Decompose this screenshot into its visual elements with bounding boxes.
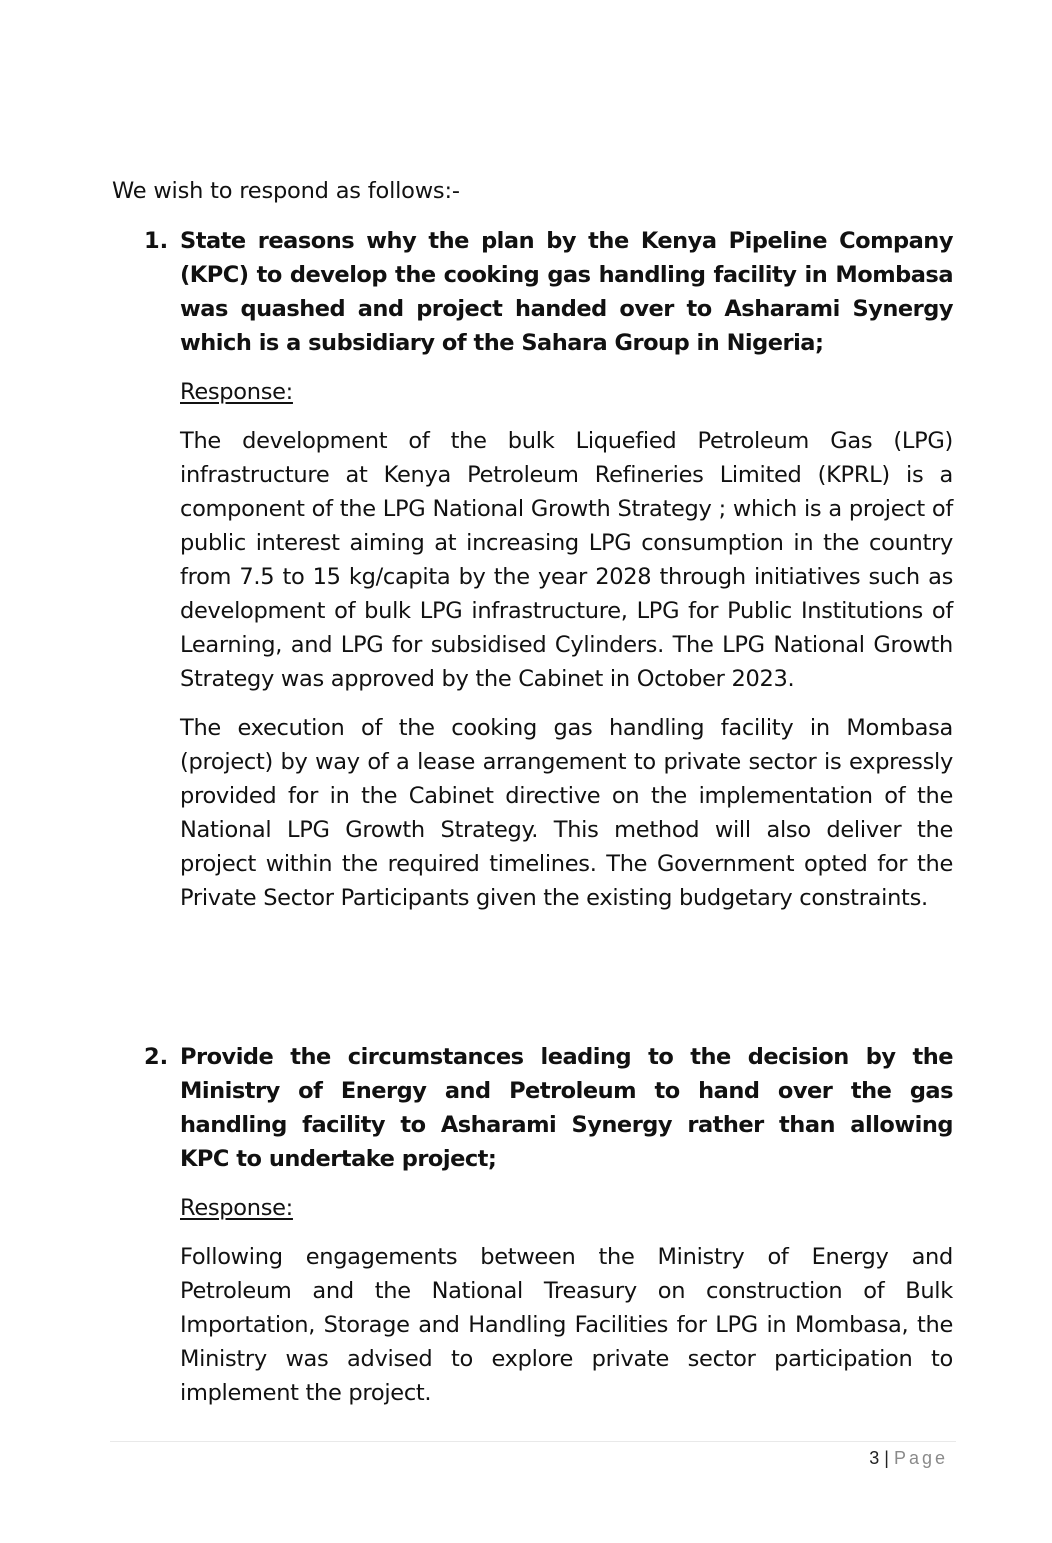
question-text: Provide the circumstances leading to the decision by the Ministry of Energy and Petroleum to hand over the gas handling facility to Asharami Synergy rather than allowing KPC to undertake project; <box>180 1044 953 1172</box>
page-number: 3 <box>869 1448 880 1468</box>
question-item-2 <box>144 1040 953 1410</box>
response-paragraph: The execution of the cooking gas handling facility in Mombasa (project) by way of a lease arrangement to private sector is expressly provided for in the Cabinet directive on the implementation of the National LPG Growth Strategy. This method will also deliver the project within the required timelines. The Government opted for the Private Sector Participants given the existing budgetary constraints. <box>180 715 953 911</box>
item-number: 1. <box>144 228 169 254</box>
footer-divider <box>110 1441 956 1442</box>
footer-separator: | <box>884 1448 889 1468</box>
page-label: Page <box>893 1448 948 1468</box>
intro-text: We wish to respond as follows:- <box>112 178 460 204</box>
response-heading: Response: <box>180 379 293 405</box>
response-paragraph: Following engagements between the Ministry of Energy and Petroleum and the National Treasury on construction of Bulk Importation, Storage and Handling Facilities for LPG in Mombasa, the Ministry was advised to explore private sector participation to implement the project. <box>180 1244 953 1406</box>
response-heading: Response: <box>180 1195 293 1221</box>
question-item-1 <box>144 224 953 915</box>
item-number: 2. <box>144 1044 169 1070</box>
response-paragraph: The development of the bulk Liquefied Petroleum Gas (LPG) infrastructure at Kenya Petroleum Refineries Limited (KPRL) is a component of the LPG National Growth Strategy ; which is a project of public interest aiming at increasing LPG consumption in the country from 7.5 to 15 kg/capita by the year 2028 through initiatives such as development of bulk LPG infrastructure, LPG for Public Institutions of Learning, and LPG for subsidised Cylinders. The LPG National Growth Strategy was approved by the Cabinet in October 2023. <box>180 428 953 692</box>
question-text: State reasons why the plan by the Kenya Pipeline Company (KPC) to develop the cooking gas handling facility in Mombasa was quashed and project handed over to Asharami Synergy which is a subsidiary of the Sahara Group in Nigeria; <box>180 228 953 356</box>
page-footer <box>869 1446 948 1470</box>
